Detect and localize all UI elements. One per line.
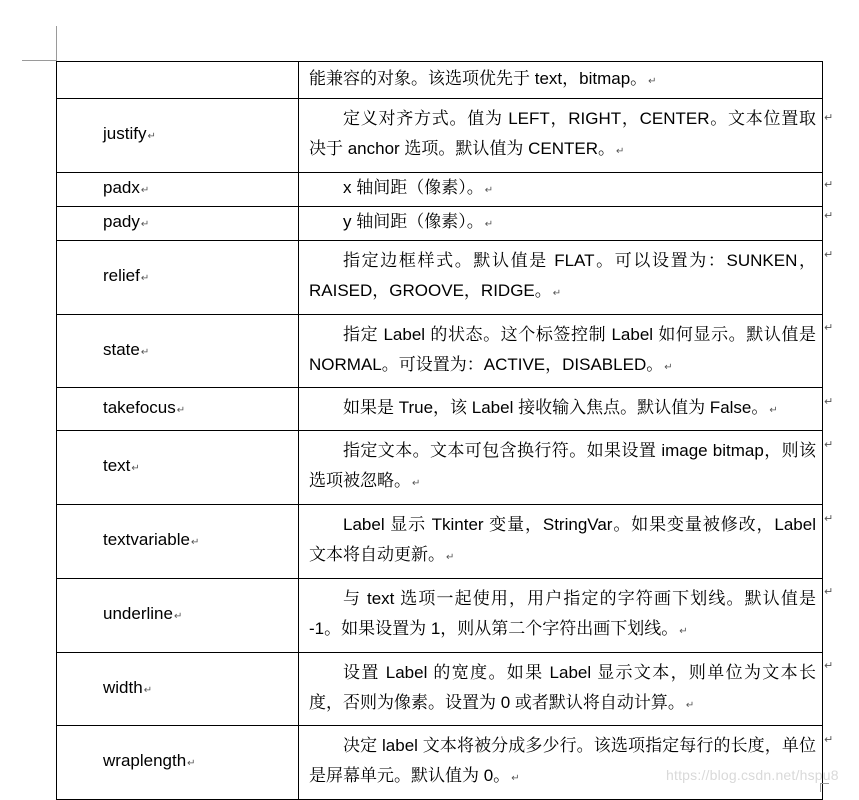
paragraph-mark-icon: ↵ — [769, 404, 778, 416]
crop-mark-horizontal — [22, 60, 57, 61]
option-desc: 定义对齐方式。值为 LEFT，RIGHT，CENTER。文本位置取决于 anchor 选项。默认值为 CENTER。 — [309, 109, 816, 158]
option-desc: 如果是 True，该 Label 接收输入焦点。默认值为 False。 — [343, 397, 769, 417]
option-name: underline — [103, 604, 173, 623]
option-desc-cell — [299, 62, 823, 99]
paragraph-mark-icon: ↵ — [552, 288, 562, 299]
option-desc-cell — [299, 505, 823, 579]
paragraph-mark-icon: ↵ — [824, 660, 834, 672]
paragraph-mark-icon: ↵ — [679, 626, 688, 637]
paragraph-mark-icon: ↵ — [824, 513, 834, 525]
option-name-cell — [57, 388, 299, 431]
crop-mark-corner — [820, 783, 829, 792]
option-desc: x 轴间距（像素）。 — [343, 178, 484, 197]
paragraph-mark-icon: ↵ — [616, 146, 625, 157]
table-row — [57, 315, 823, 388]
paragraph-mark-icon: ↵ — [484, 219, 494, 230]
option-desc: 与 text 选项一起使用，用户指定的字符画下划线。默认值是 -1。如果设置为 1，则从第二个字符出画下划线。 — [309, 589, 816, 638]
option-name-cell — [57, 726, 299, 800]
option-name-cell — [57, 207, 299, 241]
table-row — [57, 207, 823, 241]
paragraph-mark-icon: ↵ — [140, 185, 150, 196]
paragraph-mark-icon: ↵ — [147, 131, 156, 142]
option-name: padx — [103, 178, 140, 197]
option-name-cell — [57, 579, 299, 653]
paragraph-mark-icon: ↵ — [824, 396, 834, 408]
table-row — [57, 505, 823, 579]
option-name-cell — [57, 315, 299, 388]
option-desc-cell — [299, 726, 823, 800]
option-name-cell — [57, 431, 299, 505]
option-name: width — [103, 677, 143, 697]
option-desc: 决定 label 文本将被分成多少行。该选项指定每行的长度，单位是屏幕单元。默认值为 0。 — [309, 736, 816, 785]
option-name: pady — [103, 212, 140, 231]
paragraph-mark-icon: ↵ — [824, 322, 834, 334]
option-name: takefocus — [103, 397, 176, 417]
table-row — [57, 173, 823, 207]
table-row — [57, 241, 823, 315]
paragraph-mark-icon: ↵ — [173, 611, 183, 622]
option-name-cell — [57, 241, 299, 315]
paragraph-mark-icon: ↵ — [140, 346, 150, 358]
option-name: state — [103, 339, 140, 359]
label-options-table — [56, 61, 823, 800]
table-row — [57, 62, 823, 99]
paragraph-mark-icon: ↵ — [140, 219, 150, 230]
paragraph-mark-icon: ↵ — [664, 361, 673, 373]
table-row — [57, 653, 823, 726]
crop-mark-vertical — [56, 26, 57, 62]
option-desc-cell — [299, 207, 823, 241]
paragraph-mark-icon: ↵ — [824, 439, 834, 451]
option-desc-cell — [299, 388, 823, 431]
option-name-cell — [57, 505, 299, 579]
paragraph-mark-icon: ↵ — [484, 185, 494, 196]
paragraph-mark-icon: ↵ — [824, 586, 834, 598]
paragraph-mark-icon: ↵ — [685, 699, 695, 711]
option-desc: 能兼容的对象。该选项优先于 text，bitmap。 — [309, 68, 648, 88]
option-desc-cell — [299, 653, 823, 726]
table-row — [57, 431, 823, 505]
paragraph-mark-icon: ↵ — [824, 249, 834, 261]
paragraph-mark-icon: ↵ — [190, 537, 200, 548]
option-name-cell — [57, 62, 299, 99]
table-row — [57, 579, 823, 653]
watermark: https://blog.csdn.net/hspu8 — [666, 767, 839, 783]
paragraph-mark-icon: ↵ — [824, 112, 834, 124]
option-name-cell — [57, 653, 299, 726]
table-row — [57, 99, 823, 173]
option-name-cell — [57, 173, 299, 207]
paragraph-mark-icon: ↵ — [511, 773, 520, 784]
option-desc-cell — [299, 315, 823, 388]
paragraph-mark-icon: ↵ — [648, 75, 657, 87]
option-desc-cell — [299, 241, 823, 315]
option-name: textvariable — [103, 530, 190, 549]
option-desc-cell — [299, 431, 823, 505]
option-name: justify — [103, 124, 147, 143]
paragraph-mark-icon: ↵ — [140, 273, 150, 284]
option-name: wraplength — [103, 751, 187, 770]
paragraph-mark-icon: ↵ — [187, 758, 196, 769]
option-desc: 设置 Label 的宽度。如果 Label 显示文本，则单位为文本长度，否则为像素。设置为 0 或者默认将自动计算。 — [309, 662, 816, 712]
paragraph-mark-icon: ↵ — [143, 684, 153, 696]
table-row — [57, 388, 823, 431]
option-desc-cell — [299, 173, 823, 207]
table-row — [57, 726, 823, 800]
option-name-cell — [57, 99, 299, 173]
option-name: relief — [103, 266, 140, 285]
paragraph-mark-icon: ↵ — [131, 463, 140, 474]
option-desc: 指定边框样式。默认值是 FLAT。可以设置为：SUNKEN，RAISED，GROOVE，RIDGE。 — [309, 251, 816, 300]
option-desc: 指定 Label 的状态。这个标签控制 Label 如何显示。默认值是 NORMAL。可设置为：ACTIVE，DISABLED。 — [309, 324, 816, 374]
option-desc: y 轴间距（像素）。 — [343, 212, 484, 231]
option-desc: Label 显示 Tkinter 变量，StringVar。如果变量被修改，Label 文本将自动更新。 — [309, 515, 816, 564]
paragraph-mark-icon: ↵ — [824, 179, 834, 191]
option-name: text — [103, 456, 131, 475]
option-desc-cell — [299, 579, 823, 653]
paragraph-mark-icon: ↵ — [412, 478, 421, 489]
paragraph-mark-icon: ↵ — [446, 552, 455, 563]
paragraph-mark-icon: ↵ — [176, 404, 186, 416]
option-desc: 指定文本。文本可包含换行符。如果设置 image bitmap，则该选项被忽略。 — [309, 441, 816, 490]
option-desc-cell — [299, 99, 823, 173]
paragraph-mark-icon: ↵ — [824, 734, 834, 746]
paragraph-mark-icon: ↵ — [824, 210, 834, 222]
